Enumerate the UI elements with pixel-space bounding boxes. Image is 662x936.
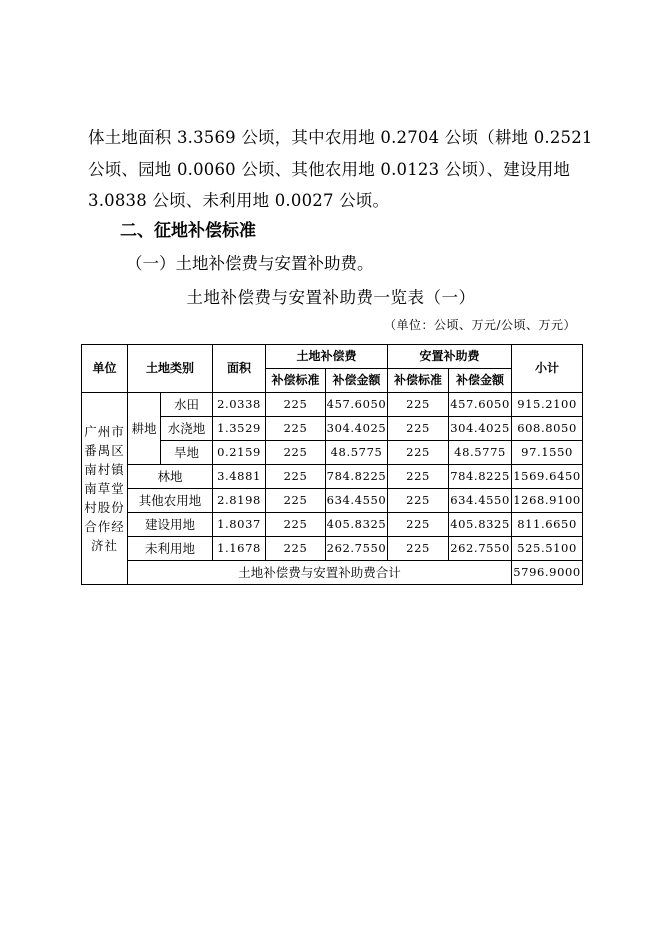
area-cell: 1.1678: [213, 537, 266, 561]
paragraph-line-2: 公顷、园地 0.0060 公顷、其他农用地 0.0123 公顷）、建设用地: [88, 160, 571, 179]
subtotal-cell: 1268.9100: [512, 489, 583, 513]
lc-standard-cell: 225: [266, 513, 326, 537]
area-cell: 3.4881: [213, 465, 266, 489]
land-type-cell: 林地: [128, 465, 213, 489]
sub-heading: （一）土地补偿费与安置补助费。: [126, 254, 374, 273]
table-row: [82, 393, 583, 417]
header-land-type: 土地类别: [128, 345, 213, 393]
rs-amount-cell: 634.4550: [449, 489, 512, 513]
header-area: 面积: [213, 345, 266, 393]
rs-amount-cell: 784.8225: [449, 465, 512, 489]
land-type-cell: 旱地: [161, 441, 213, 465]
lc-amount-cell: 262.7550: [326, 537, 388, 561]
rs-standard-cell: 225: [388, 465, 449, 489]
total-value: 5796.9000: [512, 561, 583, 585]
header-lc-standard: 补偿标准: [266, 369, 326, 393]
rs-standard-cell: 225: [388, 417, 449, 441]
subtotal-cell: 915.2100: [512, 393, 583, 417]
table-row: [82, 465, 583, 489]
header-resettlement: 安置补助费: [388, 345, 512, 369]
owner-cell: 广州市番禺区南村镇南草堂村股份合作经济社: [82, 393, 128, 585]
compensation-table: [81, 344, 583, 585]
land-type-cell: 水田: [161, 393, 213, 417]
area-cell: 0.2159: [213, 441, 266, 465]
area-cell: 2.8198: [213, 489, 266, 513]
rs-amount-cell: 457.6050: [449, 393, 512, 417]
lc-standard-cell: 225: [266, 537, 326, 561]
area-cell: 1.3529: [213, 417, 266, 441]
land-type-cell: 建设用地: [128, 513, 213, 537]
lc-standard-cell: 225: [266, 465, 326, 489]
land-type-cell: 水浇地: [161, 417, 213, 441]
total-row: [82, 561, 583, 585]
subtotal-cell: 525.5100: [512, 537, 583, 561]
subtotal-cell: 1569.6450: [512, 465, 583, 489]
header-rs-amount: 补偿金额: [449, 369, 512, 393]
lc-standard-cell: 225: [266, 441, 326, 465]
area-cell: 2.0338: [213, 393, 266, 417]
area-cell: 1.8037: [213, 513, 266, 537]
rs-amount-cell: 48.5775: [449, 441, 512, 465]
lc-amount-cell: 457.6050: [326, 393, 388, 417]
lc-amount-cell: 784.8225: [326, 465, 388, 489]
arable-group-cell: 耕地: [128, 393, 161, 465]
lc-amount-cell: 304.4025: [326, 417, 388, 441]
lc-standard-cell: 225: [266, 393, 326, 417]
unit-note: （单位：公顷、万元/公顷、万元）: [383, 318, 576, 332]
table-title: 土地补偿费与安置补助费一览表（一）: [186, 288, 476, 307]
lc-standard-cell: 225: [266, 489, 326, 513]
header-subtotal: 小计: [512, 345, 583, 393]
rs-standard-cell: 225: [388, 441, 449, 465]
table-row: [82, 489, 583, 513]
header-lc-amount: 补偿金额: [326, 369, 388, 393]
lc-amount-cell: 405.8325: [326, 513, 388, 537]
rs-amount-cell: 262.7550: [449, 537, 512, 561]
subtotal-cell: 97.1550: [512, 441, 583, 465]
subtotal-cell: 811.6650: [512, 513, 583, 537]
rs-standard-cell: 225: [388, 393, 449, 417]
header-rs-standard: 补偿标准: [388, 369, 449, 393]
paragraph-line-1: 体土地面积 3.3569 公顷，其中农用地 0.2704 公顷（耕地 0.2521: [88, 128, 593, 147]
table-row: [82, 537, 583, 561]
lc-standard-cell: 225: [266, 417, 326, 441]
lc-amount-cell: 634.4550: [326, 489, 388, 513]
paragraph-line-3: 3.0838 公顷、未利用地 0.0027 公顷。: [88, 191, 390, 210]
header-land-compensation: 土地补偿费: [266, 345, 388, 369]
rs-standard-cell: 225: [388, 513, 449, 537]
subtotal-cell: 608.8050: [512, 417, 583, 441]
section-heading: 二、征地补偿标准: [120, 221, 256, 241]
table-row: [82, 513, 583, 537]
total-label: 土地补偿费与安置补助费合计: [128, 561, 512, 585]
rs-amount-cell: 405.8325: [449, 513, 512, 537]
lc-amount-cell: 48.5775: [326, 441, 388, 465]
rs-standard-cell: 225: [388, 489, 449, 513]
rs-amount-cell: 304.4025: [449, 417, 512, 441]
rs-standard-cell: 225: [388, 537, 449, 561]
land-type-cell: 未利用地: [128, 537, 213, 561]
land-type-cell: 其他农用地: [128, 489, 213, 513]
header-unit: 单位: [82, 345, 128, 393]
